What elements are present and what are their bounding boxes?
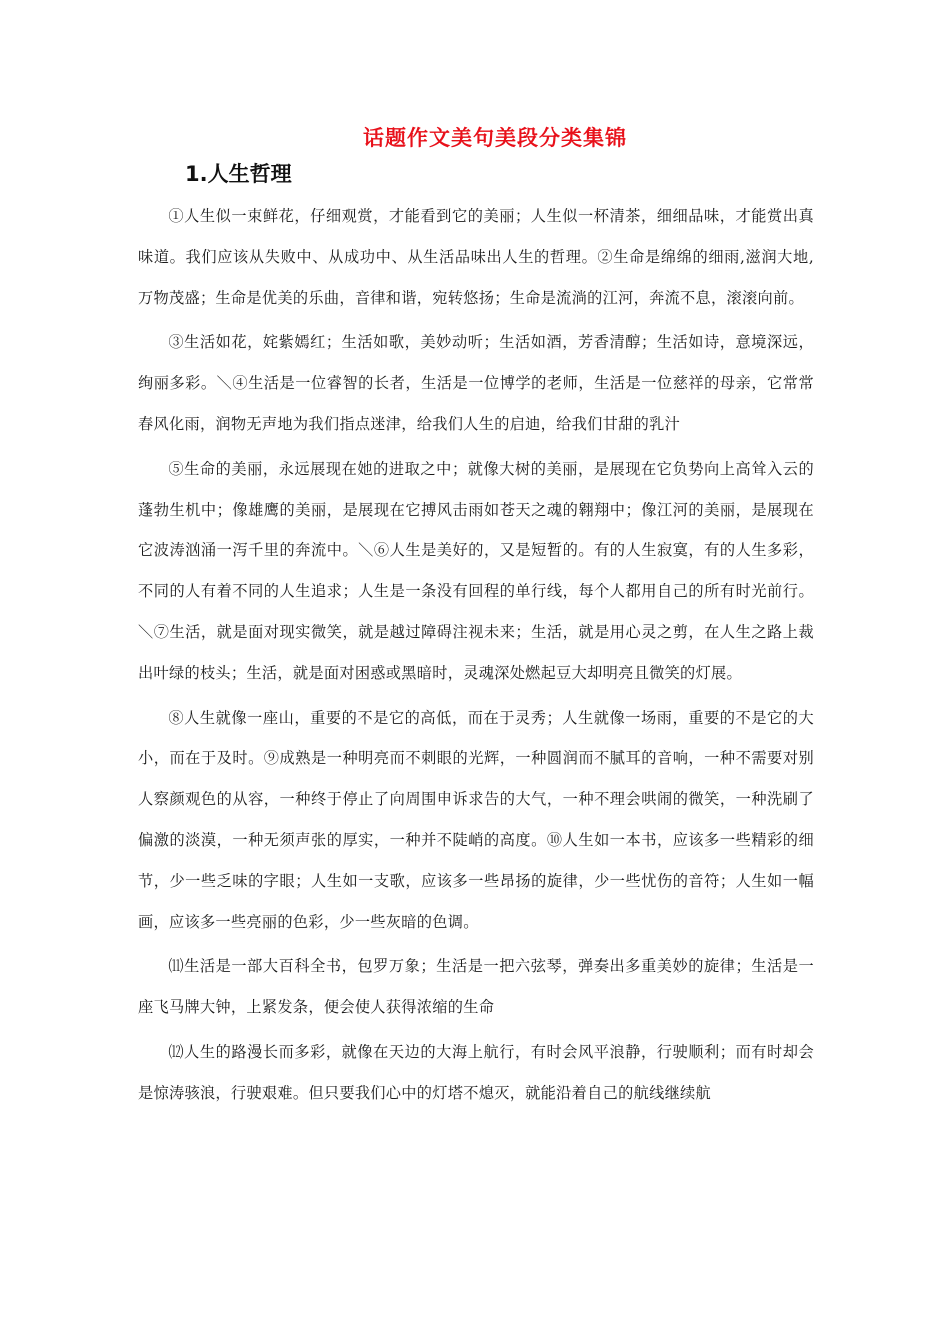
page-title: 话题作文美句美段分类集锦 bbox=[363, 126, 627, 150]
paragraph-2: ③生活如花，姹紫嫣红；生活如歌，美妙动听；生活如酒，芳香清醇；生活如诗，意境深远，绚丽多彩。＼④生活是一位睿智的长者，生活是一位博学的老师，生活是一位慈祥的母亲，它常常春风化雨，润物无声地为我们指点迷津，给我们人生的启迪，给我们甘甜的乳汁 bbox=[138, 333, 814, 433]
document-body bbox=[138, 196, 814, 1118]
paragraph-1: ①人生似一束鲜花，仔细观赏，才能看到它的美丽；人生似一杯清茶，细细品味，才能赏出真味道。我们应该从失败中、从成功中、从生活品味出人生的哲理。②生命是绵绵的细雨,滋润大地,万物茂盛；生命是优美的乐曲，音律和谐，宛转悠扬；生命是流淌的江河，奔流不息，滚滚向前。 bbox=[138, 207, 814, 307]
paragraph-4: ⑧人生就像一座山，重要的不是它的高低，而在于灵秀；人生就像一场雨，重要的不是它的大小，而在于及时。⑨成熟是一种明亮而不刺眼的光辉，一种圆润而不腻耳的音响，一种不需要对别人察颜观色的从容，一种终于停止了向周围申诉求告的大气，一种不理会哄闹的微笑，一种洗刷了偏激的淡漠，一种无须声张的厚实，一种并不陡峭的高度。⑩人生如一本书，应该多一些精彩的细节，少一些乏味的字眼；人生如一支歌，应该多一些昂扬的旋律，少一些忧伤的音符；人生如一幅画，应该多一些亮丽的色彩，少一些灰暗的色调。 bbox=[138, 708, 814, 931]
section-heading: 1.人生哲理 bbox=[185, 162, 292, 186]
paragraph-3: ⑤生命的美丽，永远展现在她的进取之中；就像大树的美丽，是展现在它负势向上高耸入云的蓬勃生机中；像雄鹰的美丽，是展现在它搏风击雨如苍天之魂的翱翔中；像江河的美丽，是展现在它波涛汹涌一泻千里的奔流中。＼⑥人生是美好的，又是短暂的。有的人生寂寞，有的人生多彩，不同的人有着不同的人生追求；人生是一条没有回程的单行线，每个人都用自己的所有时光前行。＼⑦生活，就是面对现实微笑，就是越过障碍注视未来；生活，就是用心灵之剪，在人生之路上裁出叶绿的枝头；生活，就是面对困惑或黑暗时，灵魂深处燃起豆大却明亮且微笑的灯展。 bbox=[138, 459, 814, 682]
paragraph-6: ⑿人生的路漫长而多彩，就像在天边的大海上航行，有时会风平浪静，行驶顺利；而有时却会是惊涛骇浪，行驶艰难。但只要我们心中的灯塔不熄灭，就能沿着自己的航线继续航 bbox=[138, 1042, 814, 1102]
paragraph-5: ⑾生活是一部大百科全书，包罗万象；生活是一把六弦琴，弹奏出多重美妙的旋律；生活是一座飞马牌大钟，上紧发条，便会使人获得浓缩的生命 bbox=[138, 957, 814, 1017]
